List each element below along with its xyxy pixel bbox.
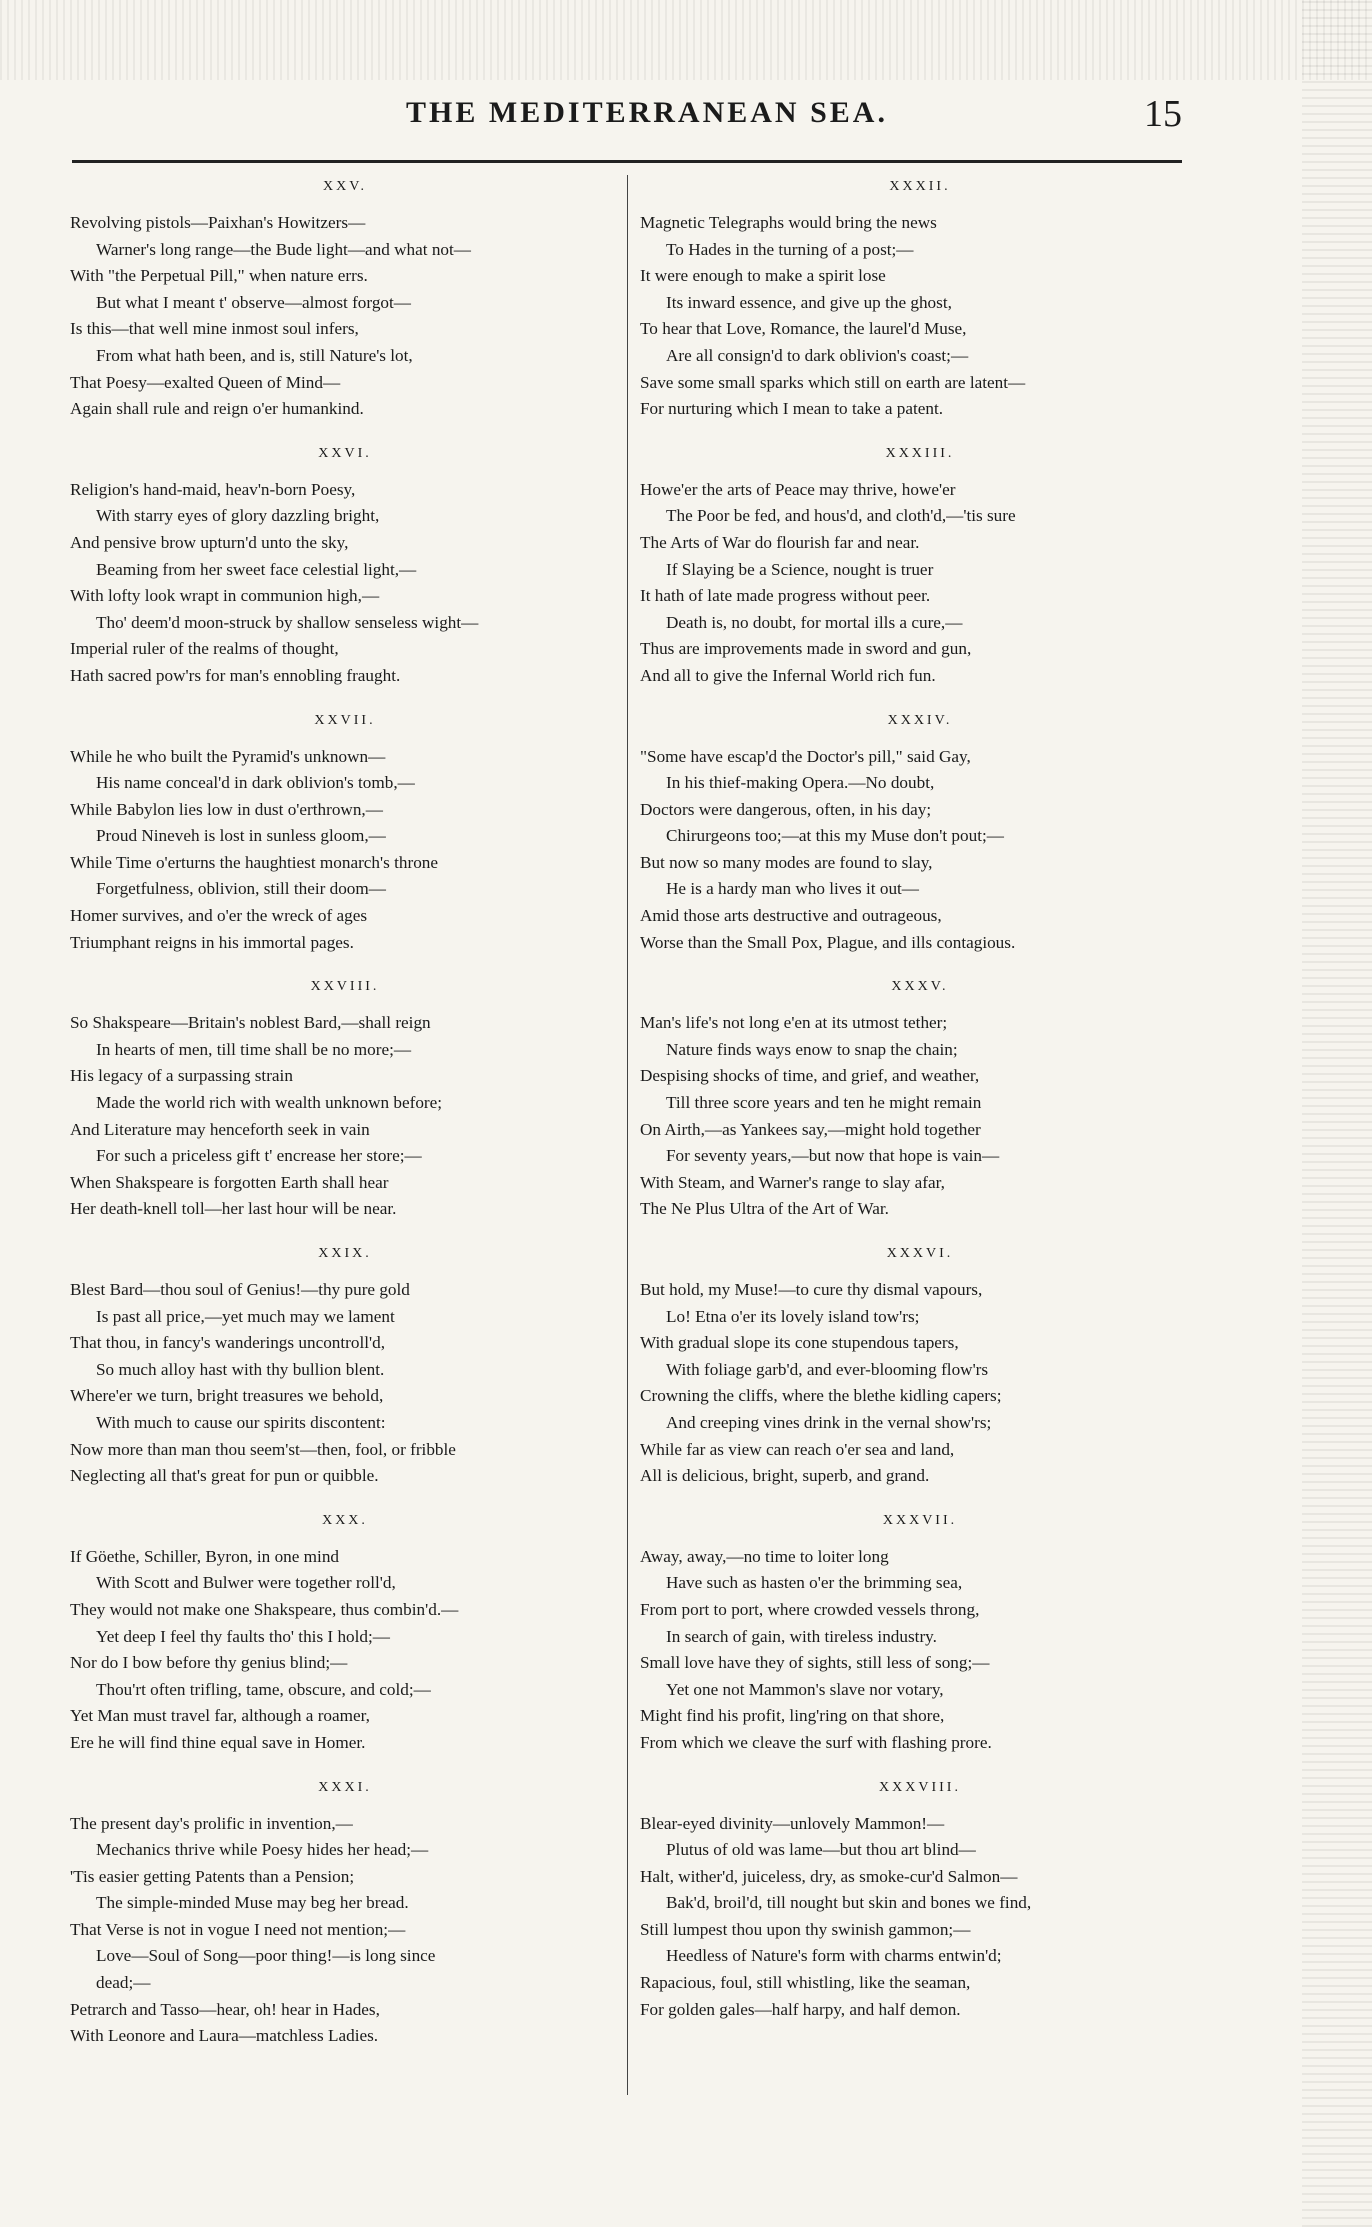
verse-line: Howe'er the arts of Peace may thrive, howe'er [640, 479, 956, 499]
verse-line: That thou, in fancy's wanderings uncontroll'd, [70, 1333, 386, 1353]
verse-line: For golden gales—half harpy, and half demon. [640, 1999, 961, 2019]
stanza-numeral: XXVI. [318, 445, 372, 461]
scan-noise-top [0, 0, 1372, 80]
verse-line: Forgetfulness, oblivion, still their doom— [96, 879, 386, 899]
verse-line: Made the world rich with wealth unknown before; [96, 1093, 443, 1113]
stanza [70, 978, 620, 1223]
verse-line: Might find his profit, ling'ring on that shore, [640, 1706, 945, 1726]
verse-line: His name conceal'd in dark oblivion's tomb,— [96, 773, 415, 793]
verse-line: For such a priceless gift t' encrease her store;— [96, 1146, 422, 1166]
verse-line: Despising shocks of time, and grief, and weather, [640, 1066, 980, 1086]
verse-line: And creeping vines drink in the vernal show'rs; [666, 1412, 992, 1432]
verse-line: All is delicious, bright, superb, and grand. [640, 1466, 930, 1486]
verse-line: Its inward essence, and give up the ghost, [666, 292, 952, 312]
stanza [640, 178, 1200, 423]
verse-line: Rapacious, foul, still whistling, like the seaman, [640, 1973, 971, 1993]
verse-line: To hear that Love, Romance, the laurel'd Muse, [640, 319, 967, 339]
verse-line: Amid those arts destructive and outrageous, [640, 906, 942, 926]
verse-line: To Hades in the turning of a post;— [666, 239, 914, 259]
stanza-numeral: XXX. [322, 1512, 368, 1528]
verse-line: "Some have escap'd the Doctor's pill," said Gay, [640, 746, 971, 766]
verse-line: It were enough to make a spirit lose [640, 266, 886, 286]
verse-line: They would not make one Shakspeare, thus combin'd.— [70, 1599, 459, 1619]
verse-line: From port to port, where crowded vessels throng, [640, 1599, 980, 1619]
verse-line: Nor do I bow before thy genius blind;— [70, 1653, 348, 1673]
stanza [70, 1512, 620, 1757]
stanza [640, 1245, 1200, 1490]
column-divider [627, 175, 628, 2095]
verse-line: Halt, wither'd, juiceless, dry, as smoke-cur'd Salmon— [640, 1866, 1018, 1886]
verse-line: If Slaying be a Science, nought is truer [666, 559, 934, 579]
verse-line: Man's life's not long e'en at its utmost tether; [640, 1013, 948, 1033]
verse-line: If Göethe, Schiller, Byron, in one mind [70, 1546, 340, 1566]
verse-line: From what hath been, and is, still Nature's lot, [96, 345, 413, 365]
verse-line: Nature finds ways enow to snap the chain; [666, 1039, 958, 1059]
verse-line: With much to cause our spirits discontent: [96, 1412, 386, 1432]
verse-line: Hath sacred pow'rs for man's ennobling fraught. [70, 665, 401, 685]
stanza [70, 1779, 620, 2050]
verse-line: For nurturing which I mean to take a patent. [640, 399, 944, 419]
verse-line: Till three score years and ten he might remain [666, 1093, 982, 1113]
stanza [640, 1512, 1200, 1757]
verse-line: In hearts of men, till time shall be no more;— [96, 1039, 412, 1059]
verse-line: In search of gain, with tireless industry. [666, 1626, 937, 1646]
header-rule [72, 160, 1182, 163]
verse-line: That Poesy—exalted Queen of Mind— [70, 372, 341, 392]
verse-line: Death is, no doubt, for mortal ills a cure,— [666, 612, 963, 632]
verse-line: Yet deep I feel thy faults tho' this I hold;— [96, 1626, 390, 1646]
verse-line: Save some small sparks which still on earth are latent— [640, 372, 1026, 392]
verse-line: Tho' deem'd moon-struck by shallow senseless wight— [96, 612, 479, 632]
verse-line: Are all consign'd to dark oblivion's coast;— [666, 345, 969, 365]
page-header [72, 93, 1182, 166]
verse-line: Again shall rule and reign o'er humankind. [70, 399, 364, 419]
verse-line: The Poor be fed, and hous'd, and cloth'd,—'tis sure [666, 506, 1016, 526]
stanza [70, 178, 620, 423]
verse-line: Bak'd, broil'd, till nought but skin and bones we find, [666, 1893, 1032, 1913]
verse-line: Mechanics thrive while Poesy hides her head;— [96, 1840, 429, 1860]
verse-line: With starry eyes of glory dazzling bright, [96, 506, 380, 526]
verse-line: Love—Soul of Song—poor thing!—is long since [96, 1946, 436, 1966]
verse-line: Worse than the Small Pox, Plague, and ills contagious. [640, 932, 1016, 952]
verse-line: Warner's long range—the Bude light—and what not— [96, 239, 471, 259]
verse-line: Ere he will find thine equal save in Homer. [70, 1732, 366, 1752]
stanza-numeral: XXVII. [314, 712, 376, 728]
stanza [640, 445, 1200, 690]
verse-line: Where'er we turn, bright treasures we behold, [70, 1386, 384, 1406]
verse-line: It hath of late made progress without peer. [640, 586, 931, 606]
verse-line: While Babylon lies low in dust o'erthrown,— [70, 799, 383, 819]
left-column [70, 178, 620, 2072]
verse-line: While far as view can reach o'er sea and land, [640, 1439, 955, 1459]
verse-line: That Verse is not in vogue I need not mention;— [70, 1919, 406, 1939]
verse-line: While Time o'erturns the haughtiest monarch's throne [70, 852, 439, 872]
verse-line: Triumphant reigns in his immortal pages. [70, 932, 354, 952]
verse-line: Thou'rt often trifling, tame, obscure, and cold;— [96, 1679, 431, 1699]
verse-line: But what I meant t' observe—almost forgot— [96, 292, 411, 312]
verse-line: While he who built the Pyramid's unknown— [70, 746, 386, 766]
verse-line: Away, away,—no time to loiter long [640, 1546, 889, 1566]
verse-line: Beaming from her sweet face celestial light,— [96, 559, 417, 579]
verse-line: The Arts of War do flourish far and near. [640, 532, 920, 552]
verse-line: Chirurgeons too;—at this my Muse don't pout;— [666, 826, 1004, 846]
verse-line: Small love have they of sights, still less of song;— [640, 1653, 990, 1673]
page-title: THE MEDITERRANEAN SEA. [406, 96, 888, 129]
stanza [640, 1779, 1200, 2024]
verse-line: Still lumpest thou upon thy swinish gammon;— [640, 1919, 971, 1939]
verse-line: With Leonore and Laura—matchless Ladies. [70, 2026, 379, 2046]
verse-line: On Airth,—as Yankees say,—might hold together [640, 1119, 981, 1139]
verse-line: Homer survives, and o'er the wreck of ages [70, 906, 368, 926]
verse-line: With lofty look wrapt in communion high,— [70, 586, 380, 606]
verse-line: dead;— [96, 1973, 151, 1993]
verse-line: The present day's prolific in invention,— [70, 1813, 353, 1833]
verse-line: He is a hardy man who lives it out— [666, 879, 919, 899]
stanza [70, 712, 620, 957]
verse-line: With foliage garb'd, and ever-blooming flow'rs [666, 1359, 989, 1379]
stanza [70, 1245, 620, 1490]
verse-line: With Scott and Bulwer were together roll'd, [96, 1573, 396, 1593]
verse-line: Her death-knell toll—her last hour will be near. [70, 1199, 397, 1219]
stanza-numeral: XXXVIII. [879, 1779, 961, 1795]
verse-line: Is past all price,—yet much may we lament [96, 1306, 395, 1326]
stanza [70, 445, 620, 690]
verse-line: So Shakspeare—Britain's noblest Bard,—shall reign [70, 1013, 431, 1033]
stanza-numeral: XXV. [322, 179, 368, 194]
verse-line: Doctors were dangerous, often, in his day; [640, 799, 932, 819]
verse-line: Heedless of Nature's form with charms entwin'd; [666, 1946, 1002, 1966]
verse-line: Now more than man thou seem'st—then, fool, or fribble [70, 1439, 456, 1459]
verse-line: His legacy of a surpassing strain [70, 1066, 293, 1086]
verse-line: Blest Bard—thou soul of Genius!—thy pure gold [70, 1280, 410, 1299]
stanza-numeral: XXVIII. [310, 979, 380, 995]
verse-line: And all to give the Infernal World rich fun. [640, 665, 936, 685]
verse-line: Is this—that well mine inmost soul infers, [70, 319, 359, 339]
verse-line: Yet Man must travel far, although a roamer, [70, 1706, 370, 1726]
stanza-numeral: XXIX. [318, 1246, 372, 1261]
verse-line: So much alloy hast with thy bullion blent. [96, 1359, 385, 1379]
right-column [640, 178, 1200, 2045]
verse-line: Lo! Etna o'er its lovely island tow'rs; [666, 1306, 920, 1326]
verse-line: For seventy years,—but now that hope is vain— [666, 1146, 1000, 1166]
verse-line: Revolving pistols—Paixhan's Howitzers— [70, 213, 366, 232]
verse-line: But now so many modes are found to slay, [640, 852, 933, 872]
verse-line: But hold, my Muse!—to cure thy dismal vapours, [640, 1280, 983, 1299]
verse-line: The simple-minded Muse may beg her bread. [96, 1893, 409, 1913]
verse-line: Thus are improvements made in sword and gun, [640, 639, 972, 659]
verse-line: Yet one not Mammon's slave nor votary, [666, 1679, 944, 1699]
stanza-numeral: XXXIII. [885, 445, 955, 461]
verse-line: Blear-eyed divinity—unlovely Mammon!— [640, 1813, 945, 1833]
verse-line: Plutus of old was lame—but thou art blind— [666, 1840, 976, 1860]
verse-line: With Steam, and Warner's range to slay afar, [640, 1172, 945, 1192]
verse-line: And pensive brow upturn'd unto the sky, [70, 532, 349, 552]
verse-line: Neglecting all that's great for pun or quibble. [70, 1466, 379, 1486]
verse-line: Petrarch and Tasso—hear, oh! hear in Hades, [70, 1999, 380, 2019]
verse-line: With "the Perpetual Pill," when nature errs. [70, 266, 368, 286]
page-number: 15 [1144, 93, 1182, 135]
verse-line: When Shakspeare is forgotten Earth shall hear [70, 1172, 389, 1192]
verse-line: Crowning the cliffs, where the blethe kidling capers; [640, 1386, 1002, 1406]
stanza-numeral: XXXV. [891, 979, 949, 995]
verse-line: 'Tis easier getting Patents than a Pension; [70, 1866, 355, 1886]
verse-line: Religion's hand-maid, heav'n-born Poesy, [70, 479, 356, 499]
stanza [640, 978, 1200, 1223]
stanza-numeral: XXXI. [318, 1779, 372, 1795]
stanza-numeral: XXXVI. [886, 1246, 954, 1261]
scan-noise-right [1302, 0, 1372, 2227]
verse-line: Imperial ruler of the realms of thought, [70, 639, 339, 659]
stanza-numeral: XXXIV. [887, 712, 953, 728]
verse-line: And Literature may henceforth seek in vain [70, 1119, 370, 1139]
verse-line: Magnetic Telegraphs would bring the news [640, 213, 937, 232]
stanza-numeral: XXXII. [889, 179, 951, 194]
stanza [640, 712, 1200, 957]
verse-line: From which we cleave the surf with flashing prore. [640, 1732, 992, 1752]
stanza-numeral: XXXVII. [882, 1512, 958, 1528]
verse-line: In his thief-making Opera.—No doubt, [666, 773, 935, 793]
verse-line: With gradual slope its cone stupendous tapers, [640, 1333, 959, 1353]
verse-line: Have such as hasten o'er the brimming sea, [666, 1573, 963, 1593]
verse-line: Proud Nineveh is lost in sunless gloom,— [96, 826, 386, 846]
verse-line: The Ne Plus Ultra of the Art of War. [640, 1199, 889, 1219]
